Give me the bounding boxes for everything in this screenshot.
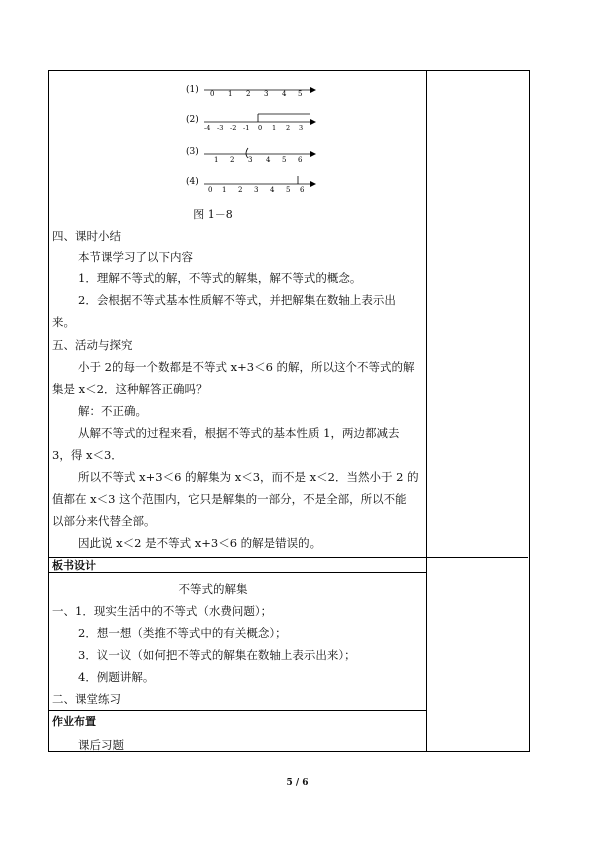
tick-labels bbox=[214, 156, 303, 164]
tick-label: 3 bbox=[248, 156, 253, 164]
axis-arrow bbox=[310, 151, 316, 157]
board-design-label: 板书设计 bbox=[52, 559, 96, 572]
tick-label: 6 bbox=[300, 186, 305, 194]
notes-column-cell bbox=[426, 70, 530, 752]
activity-answer: 解：不正确。 bbox=[78, 404, 147, 418]
tick-label: 0 bbox=[208, 186, 213, 194]
activity-conclusion: 因此说 x＜2 是不等式 x+3＜6 的解是错误的。 bbox=[78, 536, 322, 550]
axis-arrow bbox=[310, 119, 316, 125]
tick-label: 0 bbox=[210, 90, 215, 98]
activity-question-line-1: 小于 2的每一个数都是不等式 x+3＜6 的解，所以这个不等式的解 bbox=[78, 360, 415, 374]
activity-question-line-2: 集是 x＜2．这种解答正确吗？ bbox=[52, 382, 208, 396]
page-number: 5 / 6 bbox=[286, 778, 309, 788]
axis-arrow bbox=[310, 181, 316, 187]
tick-label: 4 bbox=[266, 156, 271, 164]
tick-labels bbox=[204, 124, 303, 132]
activity-reasoning-1-line-2: 3，得 x＜3． bbox=[52, 448, 123, 462]
activity-reasoning-2-line-2: 值都在 x＜3 这个范围内，它只是解集的一部分，不是全部，所以不能 bbox=[52, 492, 407, 506]
summary-item-2-line-1: 2．会根据不等式基本性质解不等式，并把解集在数轴上表示出 bbox=[78, 293, 396, 307]
table-divider bbox=[48, 557, 528, 558]
tick-label: 4 bbox=[282, 90, 287, 98]
tick-label: 2 bbox=[238, 186, 243, 194]
number-line-option-2 bbox=[186, 112, 326, 136]
tick-label: 2 bbox=[246, 90, 251, 98]
tick-label: -4 bbox=[204, 124, 211, 132]
tick-label: 5 bbox=[282, 156, 287, 164]
activity-reasoning-2-line-1: 所以不等式 x+3＜6 的解集为 x＜3，而不是 x＜2．当然小于 2 的 bbox=[78, 470, 419, 484]
board-line-4: 4．例题讲解。 bbox=[78, 670, 155, 684]
tick-label: 5 bbox=[286, 186, 291, 194]
activity-reasoning-2-line-3: 以部分来代替全部。 bbox=[52, 514, 156, 528]
number-line-option-3 bbox=[186, 144, 326, 168]
board-line-1: 一、1．现实生活中的不等式（水费问题）； bbox=[52, 604, 273, 618]
tick-label: 3 bbox=[264, 90, 269, 98]
figure-caption: 图 1－8 bbox=[193, 208, 233, 221]
summary-intro: 本节课学习了以下内容 bbox=[78, 250, 193, 264]
board-line-2: 2．想一想（类推不等式中的有关概念）； bbox=[78, 626, 287, 640]
tick-label: 1 bbox=[272, 124, 277, 132]
activity-heading: 五、活动与探究 bbox=[52, 338, 133, 352]
tick-label: -1 bbox=[243, 124, 250, 132]
tick-label: 1 bbox=[214, 156, 219, 164]
number-line-option-4 bbox=[186, 174, 326, 198]
tick-label: 2 bbox=[230, 156, 235, 164]
tick-label: 3 bbox=[254, 186, 259, 194]
summary-item-2-line-2: 来。 bbox=[52, 315, 75, 329]
homework-content: 课后习题 bbox=[78, 738, 124, 752]
tick-label: -3 bbox=[217, 124, 224, 132]
tick-labels bbox=[210, 90, 302, 98]
option-label: (2) bbox=[186, 115, 199, 125]
tick-label: 1 bbox=[228, 90, 233, 98]
tick-label: 4 bbox=[270, 186, 275, 194]
number-line-option-1 bbox=[186, 80, 326, 102]
activity-reasoning-1-line-1: 从解不等式的过程来看，根据不等式的基本性质 1，两边都减去 bbox=[78, 426, 400, 440]
summary-heading: 四、课时小结 bbox=[52, 229, 121, 243]
summary-item-1: 1．理解不等式的解，不等式的解集，解不等式的概念。 bbox=[78, 271, 362, 285]
tick-label: 3 bbox=[299, 124, 304, 132]
board-title: 不等式的解集 bbox=[178, 582, 248, 596]
tick-label: 1 bbox=[222, 186, 227, 194]
tick-label: 2 bbox=[286, 124, 291, 132]
board-section-top-border bbox=[48, 572, 426, 573]
option-label: (3) bbox=[186, 147, 199, 157]
axis-arrow bbox=[310, 87, 316, 93]
board-line-5: 二、课堂练习 bbox=[52, 692, 121, 706]
board-section-bottom-border bbox=[48, 710, 426, 711]
tick-labels bbox=[208, 186, 305, 194]
tick-label: 0 bbox=[258, 124, 263, 132]
tick-label: -2 bbox=[230, 124, 237, 132]
tick-label: 6 bbox=[298, 156, 303, 164]
homework-label: 作业布置 bbox=[52, 715, 96, 728]
option-label: (1) bbox=[186, 85, 199, 95]
option-label: (4) bbox=[186, 177, 199, 187]
board-line-3: 3．议一议（如何把不等式的解集在数轴上表示出来）； bbox=[78, 648, 356, 662]
tick-label: 5 bbox=[298, 90, 303, 98]
